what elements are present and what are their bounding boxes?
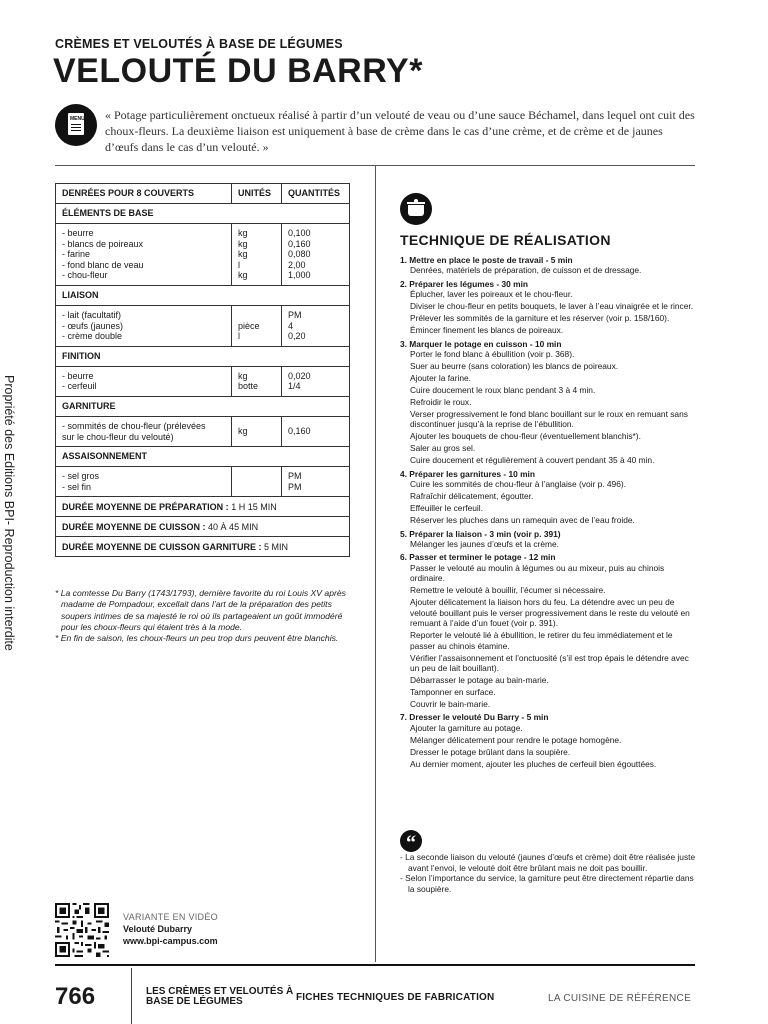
- technique-step: [400, 712, 697, 769]
- ingredient-units: kg botte: [232, 366, 282, 396]
- col-header-units: UNITÉS: [232, 184, 282, 204]
- step-instruction: Tamponner en surface.: [410, 686, 496, 697]
- section-row: [56, 204, 350, 224]
- duration-label: DURÉE MOYENNE DE CUISSON GARNITURE :: [62, 541, 262, 552]
- video-link[interactable]: www.bpi-campus.com: [123, 936, 218, 946]
- step-instruction: Ajouter la farine.: [410, 373, 471, 384]
- footer-section: LES CRÈMES ET VELOUTÉS À BASE DE LÉGUMES: [146, 986, 294, 1007]
- section-title: ÉLÉMENTS DE BASE: [56, 204, 350, 224]
- ingredient-row: [56, 416, 350, 446]
- duration-row: [56, 497, 350, 517]
- section-row: [56, 346, 350, 366]
- column-divider: [375, 166, 376, 962]
- step-instruction: Mélanger les jaunes d’œufs et la crème.: [410, 539, 559, 550]
- chef-note: - Selon l’importance du service, la garniture peut être directement répartie dans la soupière.: [400, 873, 694, 894]
- ingredient-units: pièce l: [232, 305, 282, 346]
- technique-step: [400, 339, 697, 466]
- step-instruction: Effeuiller le cerfeuil.: [410, 503, 483, 514]
- step-instruction: Passer le velouté au moulin à légumes ou au mixeur, puis au chinois ordinaire.: [410, 562, 665, 584]
- step-instruction: Dresser le potage brûlant dans la soupière.: [410, 746, 571, 757]
- step-instruction: Mélanger délicatement pour rendre le potage homogène.: [410, 734, 622, 745]
- section-title: GARNITURE: [56, 396, 350, 416]
- step-instruction: Réserver les pluches dans un ramequin avec de l’eau froide.: [410, 515, 635, 526]
- menu-card-icon: [55, 104, 97, 146]
- page-title: VELOUTÉ DU BARRY*: [53, 52, 423, 90]
- step-instruction: Saler au gros sel.: [410, 443, 476, 454]
- ingredient-names: - sel gros - sel fin: [56, 467, 232, 497]
- duration-value: 40 À 45 MIN: [208, 521, 259, 532]
- footer-chapter: FICHES TECHNIQUES DE FABRICATION: [296, 992, 495, 1003]
- video-kicker: VARIANTE EN VIDÉO: [123, 912, 218, 922]
- step-instruction: Cuire les sommités de chou-fleur à l’anglaise (voir p. 496).: [410, 479, 626, 490]
- footnote: * La comtesse Du Barry (1743/1793), dernière favorite du roi Louis XV après madame de Pompadour, excellait dans l’art de la préparation des petits soupers intimes de sa majesté le roi où ils partageaient un goût immodéré pour les choux-fleurs qui étaient très à la mode.: [55, 588, 346, 632]
- section-title: ASSAISONNEMENT: [56, 447, 350, 467]
- step-instruction: Émincer finement les blancs de poireaux.: [410, 325, 564, 336]
- duration-value: 1 H 15 MIN: [231, 501, 277, 512]
- step-instruction: Éplucher, laver les poireaux et le chou-fleur.: [410, 289, 573, 300]
- technique-step: [400, 469, 697, 526]
- step-instruction: Diviser le chou-fleur en petits bouquets, le laver à l’eau vinaigrée et le rincer.: [410, 301, 694, 312]
- step-instruction: Refroidir le roux.: [410, 397, 472, 408]
- ingredient-quantities: PM 4 0,20: [282, 305, 350, 346]
- duration-row: [56, 537, 350, 557]
- step-instruction: Ajouter les bouquets de chou-fleur (éventuellement blanchis*).: [410, 431, 641, 442]
- step-instruction: Débarrasser le potage au bain-marie.: [410, 674, 549, 685]
- step-instruction: Reporter le velouté lié à ébullition, le retirer du feu immédiatement et le passer au chinois étamine.: [410, 630, 673, 651]
- step-instruction: Vérifier l’assaisonnement et l’onctuosité (s’il est trop épais le détendre avec un peu de lait bouillant).: [410, 652, 689, 673]
- video-title: Velouté Dubarry: [123, 924, 193, 934]
- technique-step: [400, 529, 697, 550]
- step-instruction: Ajouter délicatement la liaison hors du feu. La détendre avec un peu de velouté bouillant puis le verser progressivement dans le reste du velouté en remuant à l’aide d’un fouet (voir p. 391).: [410, 597, 690, 629]
- chef-notes: [400, 852, 697, 894]
- step-instruction: Porter le fond blanc à ébullition (voir p. 368).: [410, 349, 575, 360]
- footer-book-title: LA CUISINE DE RÉFÉRENCE: [548, 993, 692, 1004]
- step-title: 7. Dresser le velouté Du Barry - 5 min: [400, 712, 549, 723]
- step-instruction: Prélever les sommités de la garniture et les réserver (voir p. 158/160).: [410, 313, 670, 324]
- section-title: LIAISON: [56, 285, 350, 305]
- ingredient-names: - beurre - blancs de poireaux - farine - fond blanc de veau - chou-fleur: [56, 224, 232, 286]
- qr-code-icon[interactable]: [55, 903, 109, 957]
- ingredients-table: [55, 183, 350, 557]
- ingredient-quantities: 0,160: [282, 416, 350, 446]
- technique-steps: [400, 255, 697, 772]
- step-instruction: Suer au beurre (sans coloration) les blancs de poireaux.: [410, 361, 619, 372]
- technique-step: [400, 279, 697, 336]
- section-row: [56, 396, 350, 416]
- ingredient-row: [56, 467, 350, 497]
- ingredient-units: [232, 467, 282, 497]
- section-row: [56, 447, 350, 467]
- duration-label: DURÉE MOYENNE DE PRÉPARATION :: [62, 501, 229, 512]
- chef-note: - La seconde liaison du velouté (jaunes d’œufs et crème) doit être réalisée juste avant l’envoi, le velouté doit être brûlant mais ne doit pas bouillir.: [400, 852, 696, 873]
- step-title: 4. Préparer les garnitures - 10 min: [400, 468, 535, 479]
- col-header-ingredients: DENRÉES POUR 8 COUVERTS: [56, 184, 232, 204]
- cooking-pot-icon: [400, 193, 432, 225]
- ingredient-row: [56, 305, 350, 346]
- step-instruction: Ajouter la garniture au potage.: [410, 722, 523, 733]
- step-title: 2. Préparer les légumes - 30 min: [400, 278, 529, 289]
- quote-icon: “: [400, 830, 422, 852]
- ingredients-header-row: [56, 184, 350, 204]
- footer-divider: [55, 964, 695, 966]
- intro-quote: « Potage particulièrement onctueux réalisé à partir d’un velouté de veau ou d’une sauce Béchamel, dans lequel ont cuit des choux-fleurs. La deuxième liaison est uniquement à base de crème dans le cas d’une crème, et de crème et de jaunes d’œufs dans le cas d’un velouté. »: [105, 108, 695, 154]
- page-number: 766: [55, 983, 96, 1010]
- ingredient-row: [56, 224, 350, 286]
- menu-icon-label: MENU: [70, 116, 85, 122]
- footnote: * En fin de saison, les choux-fleurs un peu trop durs peuvent être blanchis.: [55, 633, 339, 644]
- step-instruction: Couvrir le bain-marie.: [410, 698, 491, 709]
- step-instruction: Verser progressivement le fond blanc bouillant sur le roux en remuant sans discontinuer jusqu’à la reprise de l’ébullition.: [410, 409, 688, 430]
- duration-label: DURÉE MOYENNE DE CUISSON :: [62, 521, 206, 532]
- ingredient-quantities: PM PM: [282, 467, 350, 497]
- step-instruction: Rafraîchir délicatement, égoutter.: [410, 491, 534, 502]
- video-variant: [123, 911, 218, 947]
- step-title: 3. Marquer le potage en cuisson - 10 min: [400, 338, 562, 349]
- step-instruction: Cuire doucement le roux blanc pendant 3 à 4 min.: [410, 385, 596, 396]
- step-title: 1. Mettre en place le poste de travail - 5 min: [400, 255, 573, 265]
- technique-step: [400, 255, 697, 276]
- step-instruction: Au dernier moment, ajouter les pluches de cerfeuil bien égouttées.: [410, 758, 657, 769]
- ingredient-names: - beurre - cerfeuil: [56, 366, 232, 396]
- copyright-side-text: Propriété des Editions BPI- Reproduction interdite: [2, 375, 16, 651]
- footer-separator: [131, 968, 132, 1024]
- step-instruction: Denrées, matériels de préparation, de cuisson et de dressage.: [410, 265, 642, 276]
- footnotes: [55, 588, 350, 644]
- section-row: [56, 285, 350, 305]
- step-instruction: Cuire doucement et régulièrement à couvert pendant 35 à 40 min.: [410, 455, 655, 466]
- step-instruction: Remettre le velouté à bouillir, l’écumer si nécessaire.: [410, 585, 606, 596]
- col-header-quantities: QUANTITÉS: [282, 184, 350, 204]
- duration-row: [56, 517, 350, 537]
- section-title: FINITION: [56, 346, 350, 366]
- ingredient-units: kg kg kg l kg: [232, 224, 282, 286]
- ingredient-row: [56, 366, 350, 396]
- ingredient-quantities: 0,100 0,160 0,080 2,00 1,000: [282, 224, 350, 286]
- step-title: 5. Préparer la liaison - 3 min (voir p. 391): [400, 528, 561, 539]
- technique-step: [400, 552, 697, 709]
- ingredient-units: kg: [232, 416, 282, 446]
- step-title: 6. Passer et terminer le potage - 12 min: [400, 552, 556, 563]
- technique-title: TECHNIQUE DE RÉALISATION: [400, 232, 611, 248]
- ingredient-names: - sommités de chou-fleur (prélevées sur le chou-fleur du velouté): [56, 416, 232, 446]
- ingredient-quantities: 0,020 1/4: [282, 366, 350, 396]
- ingredient-names: - lait (facultatif) - œufs (jaunes) - crème double: [56, 305, 232, 346]
- duration-value: 5 MIN: [264, 541, 289, 552]
- recipe-category: CRÈMES ET VELOUTÉS À BASE DE LÉGUMES: [55, 37, 343, 51]
